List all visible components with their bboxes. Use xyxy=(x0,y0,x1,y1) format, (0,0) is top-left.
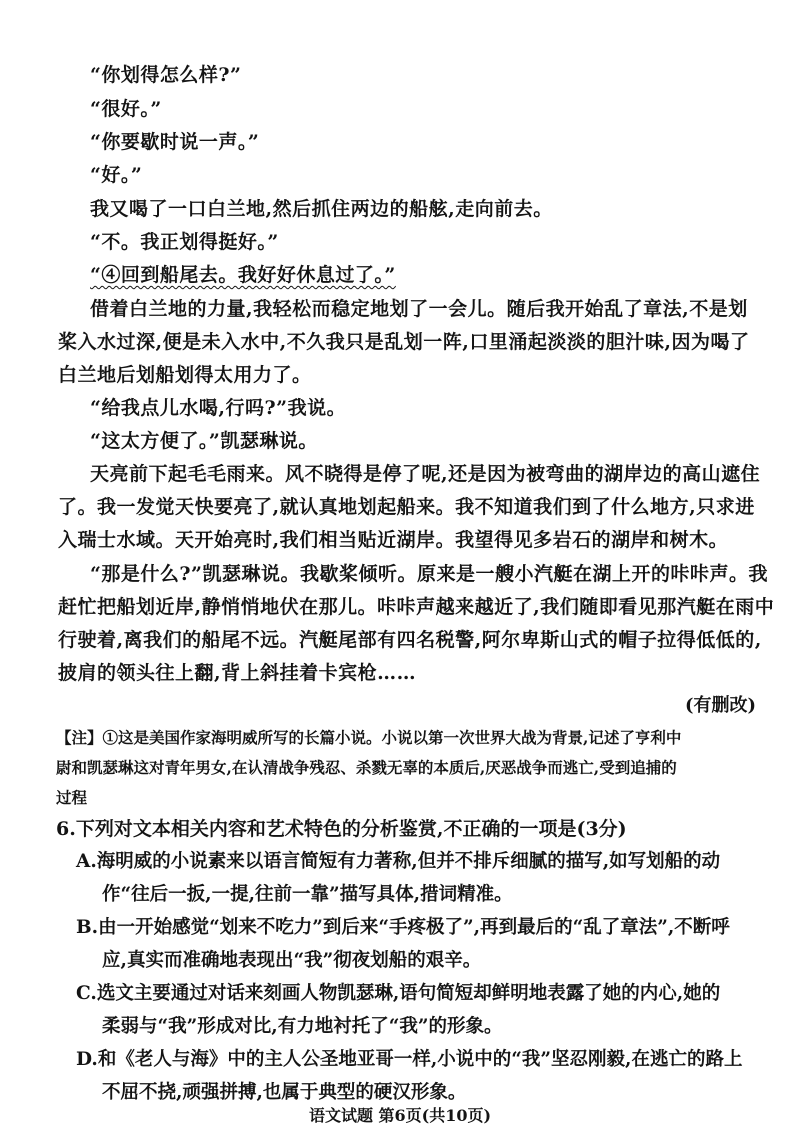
story-dialogue-line: “你划得怎么样?” xyxy=(90,64,242,86)
option-line: B.由一开始感觉“划来不吃力”到后来“手疼极了”,再到最后的“乱了章法”,不断呼 xyxy=(76,917,730,938)
story-dialogue-line: “给我点儿水喝,行吗?”我说。 xyxy=(90,397,347,419)
story-paragraph-line: “那是什么?”凯瑟琳说。我歇桨倾听。原来是一艘小汽艇在湖上开的咔咔声。我 xyxy=(90,563,768,585)
annotation-line: 尉和凯瑟琳这对青年男女,在认清战争残忍、杀戮无辜的本质后,厌恶战争而逃亡,受到追捕的 xyxy=(56,758,677,777)
story-dialogue-line: “这太方便了。”凯瑟琳说。 xyxy=(90,430,318,452)
story-dialogue-line: “不。我正划得挺好。” xyxy=(90,231,279,253)
annotation-line: 【注】①这是美国作家海明威所写的长篇小说。小说以第一次世界大战为背景,记述了亨利中 xyxy=(56,728,682,747)
story-paragraph-line: 了。我一发觉天快要亮了,就认真地划起船来。我不知道我们到了什么地方,只求进 xyxy=(58,496,755,518)
story-paragraph-line: 白兰地后划船划得太用力了。 xyxy=(58,364,312,386)
source-note: (有删改) xyxy=(684,695,756,716)
story-paragraph-line: 借着白兰地的力量,我轻松而稳定地划了一会儿。随后我开始乱了章法,不是划 xyxy=(90,298,748,320)
option-line: 应,真实而准确地表现出“我”彻夜划船的艰辛。 xyxy=(102,950,482,971)
story-paragraph-line: 天亮前下起毛毛雨来。风不晓得是停了呢,还是因为被弯曲的湖岸边的高山遮住 xyxy=(90,463,761,485)
option-line: 柔弱与“我”形成对比,有力地衬托了“我”的形象。 xyxy=(102,1016,503,1037)
story-dialogue-line: “好。” xyxy=(90,164,143,186)
story-dialogue-line: “你要歇时说一声。” xyxy=(90,131,260,153)
story-paragraph-line: 披肩的领头往上翻,背上斜挂着卡宾枪…… xyxy=(58,662,417,684)
option-line: A.海明威的小说素来以语言简短有力著称,但并不排斥细腻的描写,如写划船的动 xyxy=(76,851,721,872)
story-text-line: 我又喝了一口白兰地,然后抓住两边的船舷,走向前去。 xyxy=(90,198,553,220)
page-footer: 语文试题 第6页(共10页) xyxy=(308,1106,492,1125)
story-paragraph-line: 行驶着,离我们的船尾不远。汽艇尾部有四名税警,阿尔卑斯山式的帽子拉得低低的, xyxy=(58,629,762,651)
story-paragraph-line: 赶忙把船划近岸,静悄悄地伏在那儿。咔咔声越来越近了,我们随即看见那汽艇在雨中 xyxy=(58,596,775,618)
story-dialogue-line: “很好。” xyxy=(90,98,162,120)
question-stem: 6.下列对文本相关内容和艺术特色的分析鉴赏,不正确的一项是(3分) xyxy=(56,818,627,840)
option-line: 不屈不挠,顽强拼搏,也属于典型的硬汉形象。 xyxy=(102,1082,467,1103)
story-paragraph-line: 桨入水过深,便是未入水中,不久我只是乱划一阵,口里涌起淡淡的胆汁味,因为喝了 xyxy=(58,331,750,353)
option-line: D.和《老人与海》中的主人公圣地亚哥一样,小说中的“我”坚忍刚毅,在逃亡的路上 xyxy=(76,1049,743,1070)
story-underlined-sentence-4: “④回到船尾去。我好好休息过了。” xyxy=(90,264,396,286)
option-line: C.选文主要通过对话来刻画人物凯瑟琳,语句简短却鲜明地表露了她的内心,她的 xyxy=(76,983,721,1004)
annotation-line: 过程 xyxy=(56,788,88,807)
story-paragraph-line: 入瑞士水域。天开始亮时,我们相当贴近湖岸。我望得见多岩石的湖岸和树木。 xyxy=(58,529,729,551)
option-line: 作“往后一扳,一提,往前一靠”描写具体,措词精准。 xyxy=(102,884,513,905)
